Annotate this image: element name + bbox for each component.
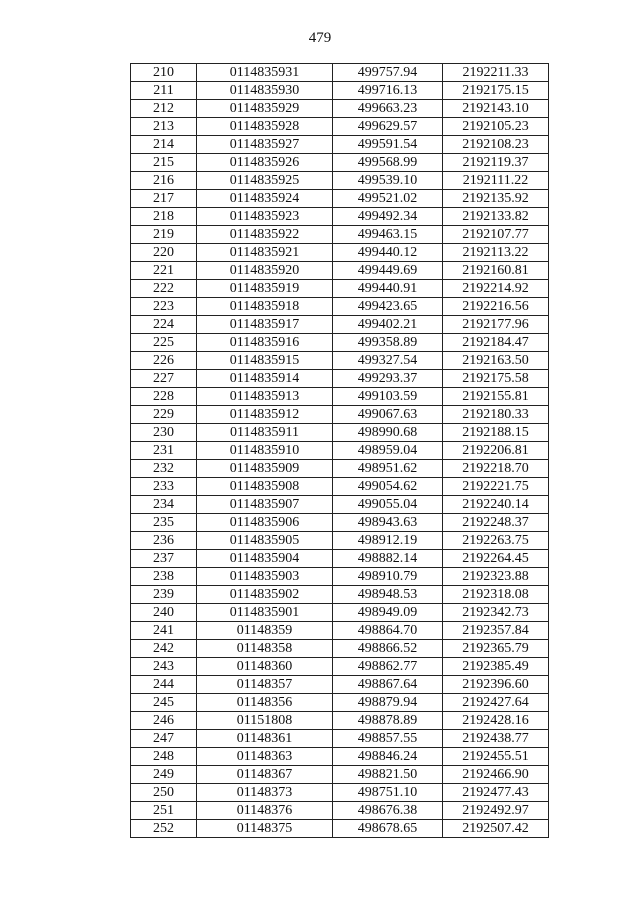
row-number-cell: 252: [131, 820, 197, 838]
y-coordinate-cell: 2192175.58: [443, 370, 549, 388]
row-number-cell: 232: [131, 460, 197, 478]
y-coordinate-cell: 2192160.81: [443, 262, 549, 280]
table-row: [131, 766, 549, 784]
y-coordinate-cell: 2192107.77: [443, 226, 549, 244]
y-coordinate-cell: 2192163.50: [443, 352, 549, 370]
table-row: [131, 640, 549, 658]
row-number-cell: 215: [131, 154, 197, 172]
x-coordinate-cell: 498990.68: [333, 424, 443, 442]
x-coordinate-cell: 499568.99: [333, 154, 443, 172]
y-coordinate-cell: 2192507.42: [443, 820, 549, 838]
y-coordinate-cell: 2192396.60: [443, 676, 549, 694]
row-number-cell: 221: [131, 262, 197, 280]
table-row: [131, 244, 549, 262]
row-number-cell: 230: [131, 424, 197, 442]
x-coordinate-cell: 498951.62: [333, 460, 443, 478]
table-body: [131, 64, 549, 838]
table-row: [131, 100, 549, 118]
table-row: [131, 730, 549, 748]
parcel-id-cell: 0114835912: [197, 406, 333, 424]
parcel-id-cell: 01148375: [197, 820, 333, 838]
table-row: [131, 226, 549, 244]
parcel-id-cell: 01148361: [197, 730, 333, 748]
row-number-cell: 246: [131, 712, 197, 730]
row-number-cell: 235: [131, 514, 197, 532]
parcel-id-cell: 0114835926: [197, 154, 333, 172]
y-coordinate-cell: 2192113.22: [443, 244, 549, 262]
row-number-cell: 219: [131, 226, 197, 244]
x-coordinate-cell: 498879.94: [333, 694, 443, 712]
row-number-cell: 237: [131, 550, 197, 568]
table-row: [131, 118, 549, 136]
parcel-id-cell: 0114835930: [197, 82, 333, 100]
row-number-cell: 251: [131, 802, 197, 820]
table-row: [131, 712, 549, 730]
table-row: [131, 568, 549, 586]
table-row: [131, 586, 549, 604]
parcel-id-cell: 0114835922: [197, 226, 333, 244]
x-coordinate-cell: 499440.12: [333, 244, 443, 262]
row-number-cell: 216: [131, 172, 197, 190]
y-coordinate-cell: 2192263.75: [443, 532, 549, 550]
table-row: [131, 82, 549, 100]
y-coordinate-cell: 2192180.33: [443, 406, 549, 424]
table-row: [131, 478, 549, 496]
parcel-id-cell: 0114835916: [197, 334, 333, 352]
table-row: [131, 370, 549, 388]
row-number-cell: 247: [131, 730, 197, 748]
x-coordinate-cell: 498862.77: [333, 658, 443, 676]
parcel-id-cell: 01148363: [197, 748, 333, 766]
y-coordinate-cell: 2192492.97: [443, 802, 549, 820]
table-row: [131, 442, 549, 460]
parcel-id-cell: 0114835927: [197, 136, 333, 154]
y-coordinate-cell: 2192133.82: [443, 208, 549, 226]
x-coordinate-cell: 499067.63: [333, 406, 443, 424]
row-number-cell: 236: [131, 532, 197, 550]
row-number-cell: 244: [131, 676, 197, 694]
row-number-cell: 241: [131, 622, 197, 640]
table-row: [131, 136, 549, 154]
x-coordinate-cell: 499591.54: [333, 136, 443, 154]
parcel-id-cell: 0114835917: [197, 316, 333, 334]
row-number-cell: 231: [131, 442, 197, 460]
x-coordinate-cell: 498821.50: [333, 766, 443, 784]
y-coordinate-cell: 2192108.23: [443, 136, 549, 154]
coordinates-table: [130, 63, 549, 838]
row-number-cell: 223: [131, 298, 197, 316]
parcel-id-cell: 0114835914: [197, 370, 333, 388]
row-number-cell: 224: [131, 316, 197, 334]
y-coordinate-cell: 2192216.56: [443, 298, 549, 316]
x-coordinate-cell: 499103.59: [333, 388, 443, 406]
table-row: [131, 316, 549, 334]
row-number-cell: 242: [131, 640, 197, 658]
x-coordinate-cell: 498943.63: [333, 514, 443, 532]
x-coordinate-cell: 499539.10: [333, 172, 443, 190]
table-row: [131, 820, 549, 838]
parcel-id-cell: 0114835907: [197, 496, 333, 514]
x-coordinate-cell: 499423.65: [333, 298, 443, 316]
table-row: [131, 784, 549, 802]
y-coordinate-cell: 2192466.90: [443, 766, 549, 784]
row-number-cell: 226: [131, 352, 197, 370]
y-coordinate-cell: 2192218.70: [443, 460, 549, 478]
y-coordinate-cell: 2192177.96: [443, 316, 549, 334]
x-coordinate-cell: 499521.02: [333, 190, 443, 208]
y-coordinate-cell: 2192111.22: [443, 172, 549, 190]
parcel-id-cell: 01148359: [197, 622, 333, 640]
y-coordinate-cell: 2192323.88: [443, 568, 549, 586]
parcel-id-cell: 0114835905: [197, 532, 333, 550]
x-coordinate-cell: 498857.55: [333, 730, 443, 748]
row-number-cell: 212: [131, 100, 197, 118]
row-number-cell: 245: [131, 694, 197, 712]
parcel-id-cell: 0114835924: [197, 190, 333, 208]
parcel-id-cell: 01148373: [197, 784, 333, 802]
row-number-cell: 233: [131, 478, 197, 496]
row-number-cell: 222: [131, 280, 197, 298]
parcel-id-cell: 0114835923: [197, 208, 333, 226]
y-coordinate-cell: 2192214.92: [443, 280, 549, 298]
table-row: [131, 514, 549, 532]
row-number-cell: 238: [131, 568, 197, 586]
x-coordinate-cell: 498948.53: [333, 586, 443, 604]
row-number-cell: 213: [131, 118, 197, 136]
x-coordinate-cell: 498949.09: [333, 604, 443, 622]
x-coordinate-cell: 498751.10: [333, 784, 443, 802]
row-number-cell: 214: [131, 136, 197, 154]
table-row: [131, 694, 549, 712]
parcel-id-cell: 0114835908: [197, 478, 333, 496]
y-coordinate-cell: 2192135.92: [443, 190, 549, 208]
parcel-id-cell: 0114835901: [197, 604, 333, 622]
table-row: [131, 658, 549, 676]
x-coordinate-cell: 498912.19: [333, 532, 443, 550]
x-coordinate-cell: 499663.23: [333, 100, 443, 118]
x-coordinate-cell: 499449.69: [333, 262, 443, 280]
x-coordinate-cell: 498878.89: [333, 712, 443, 730]
x-coordinate-cell: 499440.91: [333, 280, 443, 298]
x-coordinate-cell: 499629.57: [333, 118, 443, 136]
row-number-cell: 220: [131, 244, 197, 262]
parcel-id-cell: 0114835906: [197, 514, 333, 532]
table-row: [131, 496, 549, 514]
x-coordinate-cell: 499054.62: [333, 478, 443, 496]
x-coordinate-cell: 498866.52: [333, 640, 443, 658]
y-coordinate-cell: 2192428.16: [443, 712, 549, 730]
parcel-id-cell: 0114835910: [197, 442, 333, 460]
table-row: [131, 64, 549, 82]
parcel-id-cell: 01151808: [197, 712, 333, 730]
table-row: [131, 460, 549, 478]
parcel-id-cell: 0114835931: [197, 64, 333, 82]
y-coordinate-cell: 2192105.23: [443, 118, 549, 136]
parcel-id-cell: 0114835919: [197, 280, 333, 298]
x-coordinate-cell: 499293.37: [333, 370, 443, 388]
x-coordinate-cell: 498882.14: [333, 550, 443, 568]
x-coordinate-cell: 499716.13: [333, 82, 443, 100]
parcel-id-cell: 01148356: [197, 694, 333, 712]
parcel-id-cell: 0114835918: [197, 298, 333, 316]
table-row: [131, 172, 549, 190]
x-coordinate-cell: 498959.04: [333, 442, 443, 460]
parcel-id-cell: 0114835902: [197, 586, 333, 604]
row-number-cell: 229: [131, 406, 197, 424]
table-row: [131, 280, 549, 298]
y-coordinate-cell: 2192155.81: [443, 388, 549, 406]
table-row: [131, 532, 549, 550]
y-coordinate-cell: 2192184.47: [443, 334, 549, 352]
x-coordinate-cell: 498867.64: [333, 676, 443, 694]
table-row: [131, 604, 549, 622]
table-row: [131, 802, 549, 820]
table-row: [131, 622, 549, 640]
parcel-id-cell: 01148360: [197, 658, 333, 676]
parcel-id-cell: 0114835928: [197, 118, 333, 136]
parcel-id-cell: 01148358: [197, 640, 333, 658]
y-coordinate-cell: 2192318.08: [443, 586, 549, 604]
table-row: [131, 154, 549, 172]
row-number-cell: 225: [131, 334, 197, 352]
table-row: [131, 208, 549, 226]
parcel-id-cell: 0114835909: [197, 460, 333, 478]
x-coordinate-cell: 499402.21: [333, 316, 443, 334]
y-coordinate-cell: 2192175.15: [443, 82, 549, 100]
row-number-cell: 250: [131, 784, 197, 802]
row-number-cell: 210: [131, 64, 197, 82]
y-coordinate-cell: 2192211.33: [443, 64, 549, 82]
x-coordinate-cell: 499327.54: [333, 352, 443, 370]
table-row: [131, 298, 549, 316]
y-coordinate-cell: 2192455.51: [443, 748, 549, 766]
y-coordinate-cell: 2192365.79: [443, 640, 549, 658]
y-coordinate-cell: 2192477.43: [443, 784, 549, 802]
parcel-id-cell: 01148357: [197, 676, 333, 694]
parcel-id-cell: 0114835921: [197, 244, 333, 262]
row-number-cell: 248: [131, 748, 197, 766]
row-number-cell: 240: [131, 604, 197, 622]
y-coordinate-cell: 2192206.81: [443, 442, 549, 460]
x-coordinate-cell: 499055.04: [333, 496, 443, 514]
x-coordinate-cell: 498864.70: [333, 622, 443, 640]
row-number-cell: 243: [131, 658, 197, 676]
parcel-id-cell: 0114835929: [197, 100, 333, 118]
table-row: [131, 262, 549, 280]
x-coordinate-cell: 498846.24: [333, 748, 443, 766]
y-coordinate-cell: 2192221.75: [443, 478, 549, 496]
x-coordinate-cell: 498676.38: [333, 802, 443, 820]
table-row: [131, 352, 549, 370]
parcel-id-cell: 0114835920: [197, 262, 333, 280]
parcel-id-cell: 0114835903: [197, 568, 333, 586]
parcel-id-cell: 0114835911: [197, 424, 333, 442]
parcel-id-cell: 01148367: [197, 766, 333, 784]
y-coordinate-cell: 2192119.37: [443, 154, 549, 172]
y-coordinate-cell: 2192240.14: [443, 496, 549, 514]
parcel-id-cell: 0114835913: [197, 388, 333, 406]
y-coordinate-cell: 2192357.84: [443, 622, 549, 640]
table-row: [131, 676, 549, 694]
row-number-cell: 239: [131, 586, 197, 604]
y-coordinate-cell: 2192342.73: [443, 604, 549, 622]
x-coordinate-cell: 498678.65: [333, 820, 443, 838]
table-row: [131, 550, 549, 568]
x-coordinate-cell: 499358.89: [333, 334, 443, 352]
table-row: [131, 406, 549, 424]
row-number-cell: 227: [131, 370, 197, 388]
parcel-id-cell: 01148376: [197, 802, 333, 820]
table-row: [131, 424, 549, 442]
y-coordinate-cell: 2192427.64: [443, 694, 549, 712]
y-coordinate-cell: 2192264.45: [443, 550, 549, 568]
row-number-cell: 217: [131, 190, 197, 208]
row-number-cell: 249: [131, 766, 197, 784]
x-coordinate-cell: 498910.79: [333, 568, 443, 586]
x-coordinate-cell: 499492.34: [333, 208, 443, 226]
parcel-id-cell: 0114835915: [197, 352, 333, 370]
x-coordinate-cell: 499463.15: [333, 226, 443, 244]
y-coordinate-cell: 2192248.37: [443, 514, 549, 532]
row-number-cell: 218: [131, 208, 197, 226]
x-coordinate-cell: 499757.94: [333, 64, 443, 82]
y-coordinate-cell: 2192143.10: [443, 100, 549, 118]
table-row: [131, 388, 549, 406]
parcel-id-cell: 0114835925: [197, 172, 333, 190]
table-row: [131, 334, 549, 352]
row-number-cell: 234: [131, 496, 197, 514]
table-row: [131, 190, 549, 208]
page-number: 479: [308, 30, 332, 46]
table-row: [131, 748, 549, 766]
parcel-id-cell: 0114835904: [197, 550, 333, 568]
row-number-cell: 228: [131, 388, 197, 406]
y-coordinate-cell: 2192385.49: [443, 658, 549, 676]
row-number-cell: 211: [131, 82, 197, 100]
y-coordinate-cell: 2192188.15: [443, 424, 549, 442]
y-coordinate-cell: 2192438.77: [443, 730, 549, 748]
